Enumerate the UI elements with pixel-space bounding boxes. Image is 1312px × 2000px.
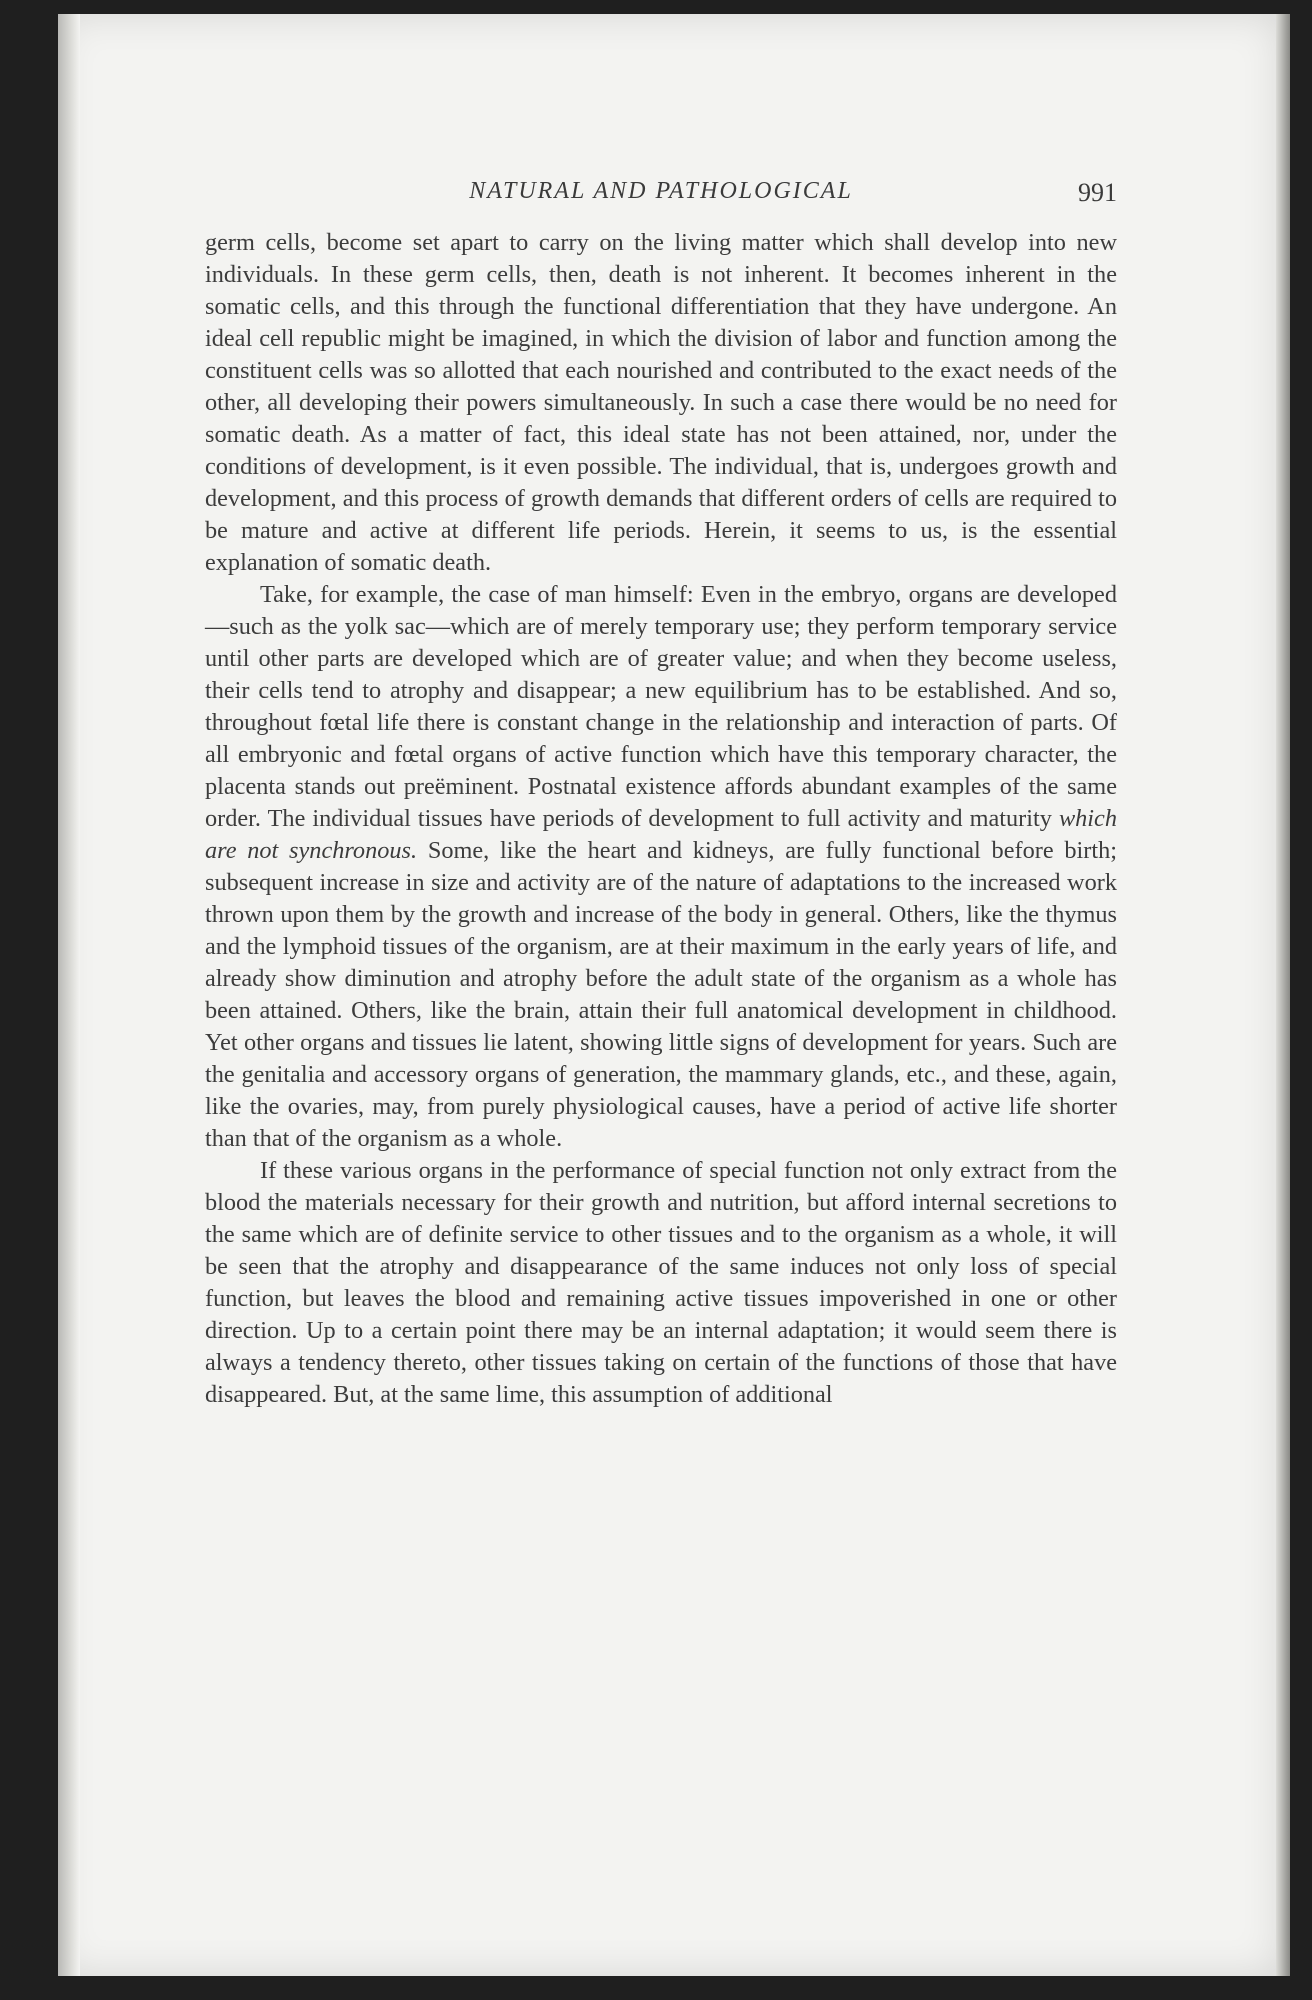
paragraph-embryo bbox=[205, 579, 1117, 1155]
paragraph-text: Take, for example, the case of man himself: Even in the embryo, organs are developed—such as the yolk sac—which are of merely temporary use; they perform temporary service until other parts are developed which are of greater value; and when they become useless, their cells tend to atrophy and disappear; a new equilibrium has to be established. And so, throughout fœtal life there is constant change in the relationship and interaction of parts. Of all embryonic and fœtal organs of active function which have this temporary character, the placenta stands out preëminent. Postnatal existence affords abundant examples of the same order. The individual tissues have periods of development to full activity and maturity bbox=[205, 581, 1117, 832]
emphasis-text: which are not synchronous. bbox=[205, 805, 1117, 864]
paragraph-secretions: If these various organs in the performance of special function not only extract from the blood the materials necessary for their growth and nutrition, but afford internal secretions to the same which are of definite service to other tissues and to the organism as a whole, it will be seen that the atrophy and disappearance of the same induces not only loss of special function, but leaves the blood and remaining active tissues impoverished in one or other direction. Up to a certain point there may be an internal adaptation; it would seem there is always a tendency thereto, other tissues taking on certain of the functions of those that have disappeared. But, at the same lime, this assumption of additional bbox=[205, 1157, 1117, 1408]
paragraph-continued: germ cells, become set apart to carry on the living matter which shall develop into new individuals. In these germ cells, then, death is not inherent. It becomes inherent in the somatic cells, and this through the functional differentiation that they have undergone. An ideal cell republic might be imagined, in which the division of labor and function among the constituent cells was so allotted that each nourished and contributed to the exact needs of the other, all developing their powers simultaneously. In such a case there would be no need for somatic death. As a matter of fact, this ideal state has not been attained, nor, under the conditions of development, is it even possible. The individual, that is, undergoes growth and development, and this process of growth demands that different orders of cells are required to be mature and active at different life periods. Herein, it seems to us, is the essential explanation of somatic death. bbox=[205, 229, 1117, 576]
running-head bbox=[205, 178, 1117, 218]
page-gutter bbox=[58, 14, 80, 1976]
page-number: 991 bbox=[1078, 178, 1117, 207]
body-text bbox=[205, 227, 1117, 1411]
running-title: NATURAL AND PATHOLOGICAL bbox=[469, 178, 853, 204]
page-edge bbox=[1276, 14, 1290, 1976]
paragraph-text: Some, like the heart and kidneys, are fully functional before birth; subsequent increase in size and activity are of the nature of adaptations to the increased work thrown upon them by the growth and increase of the body in general. Others, like the thymus and the lymphoid tissues of the organism, are at their maximum in the early years of life, and already show diminution and atrophy before the adult state of the organism as a whole has been attained. Others, like the brain, attain their full anatomical development in childhood. Yet other organs and tissues lie latent, showing little signs of development for years. Such are the genitalia and accessory organs of generation, the mammary glands, etc., and these, again, like the ovaries, may, from purely physiological causes, have a period of active life shorter than that of the organism as a whole. bbox=[205, 837, 1117, 1152]
